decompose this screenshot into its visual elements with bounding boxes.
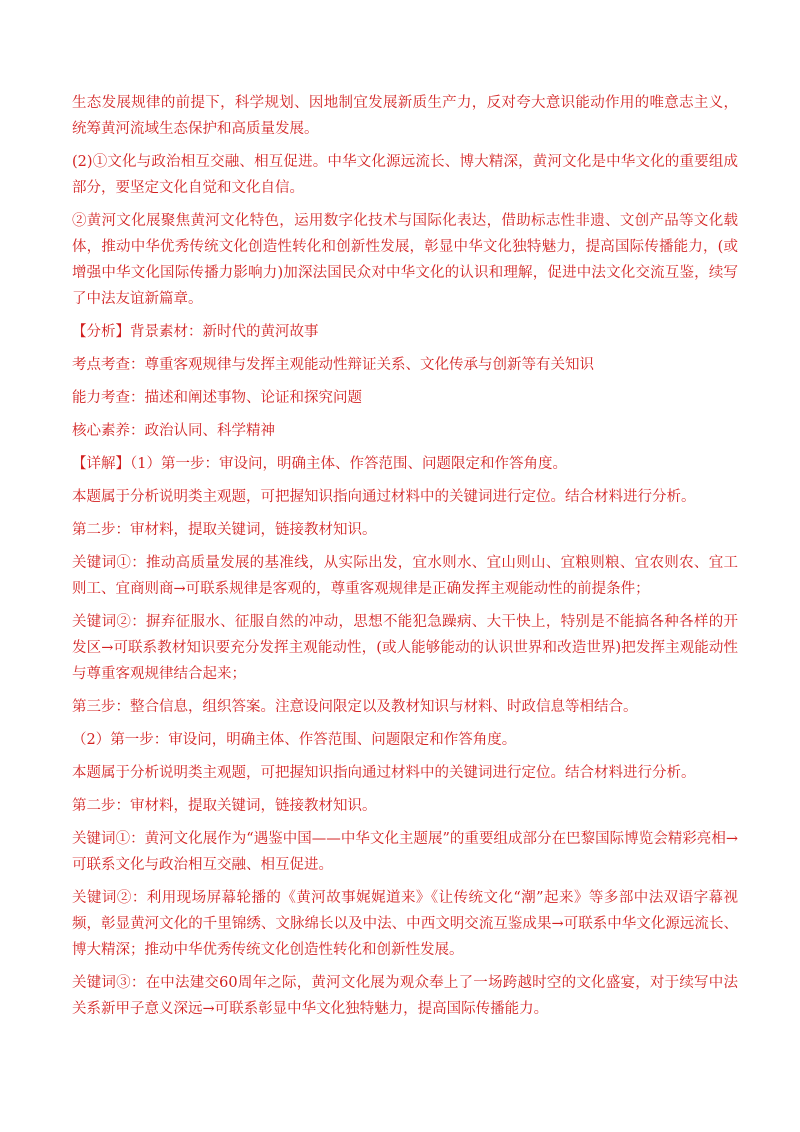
detail-q1-step2: 第二步：审材料，提取关键词，链接教材知识。 [72,522,377,538]
detail-q1-step1: 【详解】（1）第一步：审设问，明确主体、作答范围、问题限定和作答角度。 [72,456,567,472]
detail-q2-keyword-1: 关键词①：黄河文化展作为“遇鉴中国——中华文化主题展”的重要组成部分在巴黎国际博览会精彩亮相→可联系文化与政治相互交融、相互促进。 [72,831,738,873]
analysis-heading: 【分析】背景素材：新时代的黄河故事 [72,324,319,340]
analysis-ability: 能力考查：描述和阐述事物、论证和探究问题 [72,390,362,406]
analysis-core-literacy: 核心素养：政治认同、科学精神 [72,423,275,439]
detail-q1-keyword-1: 关键词①：推动高质量发展的基准线，从实际出发，宜水则水、宜山则山、宜粮则粮、宜农则农、宜工则工、宜商则商→可联系规律是客观的，尊重客观规律是正确发挥主观能动性的前提条件； [72,555,738,597]
analysis-exam-points: 考点考查：尊重客观规律与发挥主观能动性辩证关系、文化传承与创新等有关知识 [72,357,594,373]
detail-q2-step1: （2）第一步：审设问，明确主体、作答范围、问题限定和作答角度。 [72,732,517,748]
answer-paragraph-2-2: ②黄河文化展聚焦黄河文化特色，运用数字化技术与国际化表达，借助标志性非遗、文创产品等文化载体，推动中华优秀传统文化创造性转化和创新性发展，彰显中华文化独特魅力，提高国际传播能力，(或增强中华文化国际传播力影响力)加深法国民众对中华文化的认识和理解，促进中法文化交流互鉴，续写了中法友谊新篇章。 [72,213,738,307]
detail-q2-type: 本题属于分析说明类主观题，可把握知识指向通过材料中的关键词进行定位。结合材料进行分析。 [72,765,696,781]
answer-paragraph-2-1: (2)①文化与政治相互交融、相互促进。中华文化源远流长、博大精深，黄河文化是中华文化的重要组成部分，要坚定文化自觉和文化自信。 [72,154,738,196]
detail-q2-step2: 第二步：审材料，提取关键词，链接教材知识。 [72,798,377,814]
detail-q1-step3: 第三步：整合信息，组织答案。注意设问限定以及教材知识与材料、时政信息等相结合。 [72,699,638,715]
document-page [72,90,738,1029]
detail-q1-keyword-2: 关键词②：摒弃征服水、征服自然的冲动，思想不能犯急躁病、大干快上，特别是不能搞各种各样的开发区→可联系教材知识要充分发挥主观能动性，(或人能够能动的认识世界和改造世界)把发挥主观能动性与尊重客观规律结合起来； [72,614,738,682]
answer-paragraph-1-cont: 生态发展规律的前提下，科学规划、因地制宜发展新质生产力，反对夸大意识能动作用的唯意志主义，统筹黄河流域生态保护和高质量发展。 [72,95,738,137]
detail-q2-keyword-3: 关键词③：在中法建交60周年之际，黄河文化展为观众奉上了一场跨越时空的文化盛宴，对于续写中法关系新甲子意义深远→可联系彰显中华文化独特魅力，提高国际传播能力。 [72,975,738,1017]
detail-q2-keyword-2: 关键词②：利用现场屏幕轮播的《黄河故事娓娓道来》《让传统文化“潮”起来》等多部中法双语字幕视频，彰显黄河文化的千里锦绣、文脉绵长以及中法、中西文明交流互鉴成果→可联系中华文化源远流长、博大精深；推动中华优秀传统文化创造性转化和创新性发展。 [72,890,738,958]
detail-q1-type: 本题属于分析说明类主观题，可把握知识指向通过材料中的关键词进行定位。结合材料进行分析。 [72,489,696,505]
